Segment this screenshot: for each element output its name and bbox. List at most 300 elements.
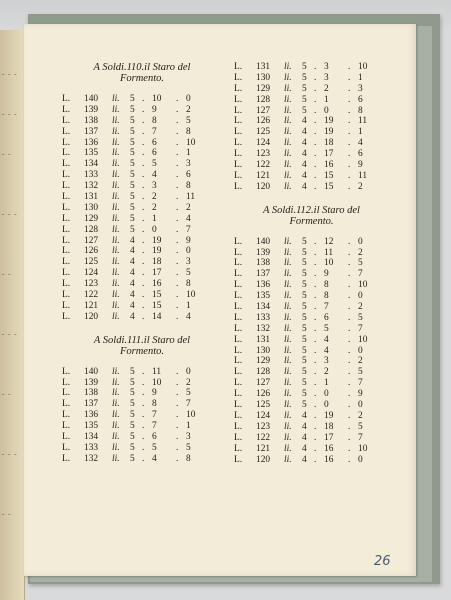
pound-sign-cell: L. [234, 280, 243, 291]
table-heading-line: A Soldi.110.il Staro del [93, 62, 191, 73]
soldi-cell: 1 [324, 378, 329, 389]
separator-dot: . [348, 356, 351, 367]
separator-dot: . [176, 377, 179, 388]
denari-cell: 6 [186, 170, 191, 181]
denari-cell: 2 [358, 247, 363, 258]
soldi-cell: 3 [324, 356, 329, 367]
soldi-cell: 0 [324, 400, 329, 411]
separator-dot: . [142, 213, 145, 224]
separator-dot: . [348, 138, 351, 149]
lire-cell: 4 [302, 149, 307, 160]
separator-dot: . [348, 334, 351, 345]
separator-dot: . [314, 181, 317, 192]
lire-cell: 5 [130, 192, 135, 203]
separator-dot: . [348, 62, 351, 72]
lire-abbr-cell: li. [112, 399, 120, 410]
soldi-cell: 17 [324, 149, 334, 160]
quantity-cell: 128 [256, 367, 271, 378]
separator-dot: . [314, 334, 317, 345]
lire-cell: 5 [302, 356, 307, 367]
pound-sign-cell: L. [62, 181, 71, 192]
lire-cell: 5 [302, 94, 307, 105]
pound-sign-cell: L. [62, 246, 71, 257]
separator-dot: . [348, 312, 351, 323]
denari-cell: 8 [186, 453, 191, 464]
table-row [234, 302, 389, 313]
soldi-cell: 17 [324, 432, 334, 443]
separator-dot: . [314, 389, 317, 400]
table-row [234, 258, 389, 269]
table-row [62, 105, 222, 116]
separator-dot: . [314, 116, 317, 127]
soldi-cell: 7 [152, 410, 157, 421]
separator-dot: . [176, 366, 179, 377]
soldi-cell: 10 [324, 258, 334, 269]
table-row [62, 116, 222, 127]
pound-sign-cell: L. [234, 170, 243, 181]
quantity-cell: 136 [84, 137, 99, 148]
pound-sign-cell: L. [234, 312, 243, 323]
pound-sign-cell: L. [234, 367, 243, 378]
lire-abbr-cell: li. [284, 138, 292, 149]
denari-cell: 1 [358, 127, 363, 138]
lire-cell: 5 [130, 224, 135, 235]
separator-dot: . [142, 192, 145, 203]
lire-cell: 5 [302, 302, 307, 313]
right-column [234, 62, 389, 465]
lire-abbr-cell: li. [112, 213, 120, 224]
denari-cell: 2 [358, 356, 363, 367]
separator-dot: . [142, 202, 145, 213]
lire-cell: 5 [130, 377, 135, 388]
table-row [234, 269, 389, 280]
separator-dot: . [142, 421, 145, 432]
table-row [234, 248, 389, 259]
pound-sign-cell: L. [62, 137, 71, 148]
table-row [62, 367, 222, 378]
table-row [234, 400, 389, 411]
pound-sign-cell: L. [62, 279, 71, 290]
lire-cell: 4 [302, 170, 307, 181]
pound-sign-cell: L. [62, 126, 71, 137]
separator-dot: . [142, 126, 145, 137]
separator-dot: . [348, 105, 351, 116]
soldi-cell: 8 [324, 291, 329, 302]
lire-cell: 4 [130, 235, 135, 246]
lire-cell: 5 [302, 291, 307, 302]
pound-sign-cell: L. [234, 83, 243, 94]
pound-sign-cell: L. [62, 192, 71, 203]
lire-abbr-cell: li. [284, 443, 292, 454]
separator-dot: . [142, 399, 145, 410]
lire-cell: 5 [130, 410, 135, 421]
soldi-cell: 17 [152, 268, 162, 279]
lire-cell: 5 [130, 366, 135, 377]
denari-cell: 9 [358, 389, 363, 400]
separator-dot: . [142, 366, 145, 377]
denari-cell: 0 [358, 291, 363, 302]
lire-abbr-cell: li. [284, 356, 292, 367]
quantity-cell: 137 [84, 399, 99, 410]
denari-cell: 0 [186, 94, 191, 104]
separator-dot: . [348, 247, 351, 258]
table-row [62, 257, 222, 268]
lire-abbr-cell: li. [112, 279, 120, 290]
pound-sign-cell: L. [62, 224, 71, 235]
separator-dot: . [348, 389, 351, 400]
denari-cell: 11 [186, 192, 196, 203]
pound-sign-cell: L. [234, 378, 243, 389]
quantity-cell: 121 [256, 170, 271, 181]
separator-dot: . [314, 345, 317, 356]
lire-abbr-cell: li. [112, 421, 120, 432]
denari-cell: 5 [358, 421, 363, 432]
separator-dot: . [348, 116, 351, 127]
separator-dot: . [314, 72, 317, 83]
quantity-cell: 130 [84, 202, 99, 213]
soldi-cell: 6 [152, 137, 157, 148]
separator-dot: . [142, 290, 145, 301]
lire-abbr-cell: li. [112, 268, 120, 279]
separator-dot: . [176, 235, 179, 246]
lire-cell: 5 [130, 453, 135, 464]
lire-abbr-cell: li. [284, 345, 292, 356]
table-row [234, 346, 389, 357]
pound-sign-cell: L. [234, 334, 243, 345]
pound-sign-cell: L. [62, 453, 71, 464]
separator-dot: . [314, 356, 317, 367]
lire-cell: 4 [130, 300, 135, 311]
separator-dot: . [314, 149, 317, 160]
separator-dot: . [176, 300, 179, 311]
denari-cell: 2 [358, 302, 363, 313]
lire-cell: 5 [130, 94, 135, 104]
lire-abbr-cell: li. [112, 377, 120, 388]
lire-cell: 4 [302, 443, 307, 454]
separator-dot: . [142, 137, 145, 148]
soldi-cell: 9 [152, 104, 157, 115]
facing-page-edge: - - - - - - - - - - - - - - - - - - - - - - - [0, 30, 25, 600]
lire-cell: 5 [130, 202, 135, 213]
lire-cell: 4 [302, 127, 307, 138]
table-row [234, 280, 389, 291]
lire-abbr-cell: li. [284, 116, 292, 127]
separator-dot: . [348, 94, 351, 105]
lire-abbr-cell: li. [284, 367, 292, 378]
denari-cell: 2 [186, 202, 191, 213]
soldi-cell: 19 [152, 246, 162, 257]
separator-dot: . [314, 367, 317, 378]
lire-abbr-cell: li. [112, 300, 120, 311]
soldi-cell: 3 [324, 62, 329, 72]
lire-abbr-cell: li. [284, 83, 292, 94]
table-row [62, 138, 222, 149]
quantity-cell: 139 [84, 104, 99, 115]
lire-abbr-cell: li. [112, 410, 120, 421]
table-row [234, 291, 389, 302]
pound-sign-cell: L. [234, 454, 243, 465]
quantity-cell: 126 [256, 389, 271, 400]
denari-cell: 7 [358, 323, 363, 334]
lire-abbr-cell: li. [284, 410, 292, 421]
denari-cell: 10 [358, 443, 368, 454]
separator-dot: . [142, 115, 145, 126]
pound-sign-cell: L. [234, 247, 243, 258]
separator-dot: . [314, 432, 317, 443]
pound-sign-cell: L. [62, 170, 71, 181]
soldi-cell: 16 [324, 454, 334, 465]
lire-abbr-cell: li. [112, 202, 120, 213]
lire-cell: 5 [302, 258, 307, 269]
denari-cell: 10 [186, 290, 196, 301]
separator-dot: . [176, 399, 179, 410]
separator-dot: . [314, 378, 317, 389]
lire-abbr-cell: li. [284, 269, 292, 280]
separator-dot: . [142, 170, 145, 181]
separator-dot: . [314, 269, 317, 280]
lire-cell: 4 [302, 116, 307, 127]
lire-cell: 5 [130, 421, 135, 432]
separator-dot: . [176, 246, 179, 257]
quantity-cell: 139 [84, 377, 99, 388]
lire-abbr-cell: li. [284, 72, 292, 83]
separator-dot: . [176, 432, 179, 443]
table-row [62, 170, 222, 181]
pound-sign-cell: L. [62, 268, 71, 279]
denari-cell: 7 [186, 224, 191, 235]
table-row [62, 378, 222, 389]
soldi-cell: 16 [324, 443, 334, 454]
soldi-cell: 4 [152, 170, 157, 181]
denari-cell: 0 [358, 236, 363, 247]
separator-dot: . [314, 127, 317, 138]
soldi-cell: 18 [152, 257, 162, 268]
lire-cell: 4 [302, 454, 307, 465]
denari-cell: 0 [186, 366, 191, 377]
denari-cell: 6 [358, 149, 363, 160]
pound-sign-cell: L. [62, 235, 71, 246]
table-row [234, 62, 389, 73]
separator-dot: . [176, 192, 179, 203]
quantity-cell: 129 [84, 213, 99, 224]
separator-dot: . [176, 115, 179, 126]
table-row [62, 312, 222, 323]
separator-dot: . [314, 138, 317, 149]
lire-abbr-cell: li. [112, 94, 120, 104]
separator-dot: . [142, 410, 145, 421]
table-row [62, 203, 222, 214]
separator-dot: . [348, 83, 351, 94]
quantity-cell: 132 [84, 181, 99, 192]
quantity-cell: 128 [256, 94, 271, 105]
table-row [62, 127, 222, 138]
separator-dot: . [314, 83, 317, 94]
lire-abbr-cell: li. [284, 105, 292, 116]
denari-cell: 5 [186, 388, 191, 399]
soldi-cell: 10 [152, 377, 162, 388]
quantity-cell: 124 [84, 268, 99, 279]
lire-abbr-cell: li. [284, 127, 292, 138]
soldi-cell: 5 [152, 159, 157, 170]
table-row [234, 149, 389, 160]
soldi-cell: 3 [324, 72, 329, 83]
lire-abbr-cell: li. [284, 94, 292, 105]
lire-abbr-cell: li. [284, 280, 292, 291]
lire-cell: 5 [130, 170, 135, 181]
table-heading-line: A Soldi.112.il Staro del [263, 204, 360, 216]
lire-abbr-cell: li. [284, 258, 292, 269]
quantity-cell: 136 [256, 280, 271, 291]
denari-cell: 10 [358, 62, 368, 72]
lire-abbr-cell: li. [112, 224, 120, 235]
table-row [234, 444, 389, 455]
table-row [62, 181, 222, 192]
pound-sign-cell: L. [234, 400, 243, 411]
table-row [62, 225, 222, 236]
separator-dot: . [348, 236, 351, 247]
pound-sign-cell: L. [62, 311, 71, 322]
separator-dot: . [348, 410, 351, 421]
quantity-cell: 132 [256, 323, 271, 334]
pound-sign-cell: L. [234, 149, 243, 160]
separator-dot: . [348, 345, 351, 356]
separator-dot: . [176, 126, 179, 137]
soldi-cell: 0 [324, 389, 329, 400]
lire-abbr-cell: li. [112, 181, 120, 192]
denari-cell: 5 [186, 115, 191, 126]
denari-cell: 9 [358, 160, 363, 171]
quantity-cell: 131 [256, 62, 271, 72]
lire-cell: 4 [130, 268, 135, 279]
lire-abbr-cell: li. [284, 170, 292, 181]
table-row [62, 279, 222, 290]
pound-sign-cell: L. [62, 159, 71, 170]
table-row [234, 356, 389, 367]
quantity-cell: 125 [84, 257, 99, 268]
lire-abbr-cell: li. [112, 137, 120, 148]
lire-cell: 5 [302, 400, 307, 411]
table-row [62, 192, 222, 203]
lire-abbr-cell: li. [284, 302, 292, 313]
denari-cell: 5 [186, 442, 191, 453]
soldi-cell: 8 [324, 280, 329, 291]
denari-cell: 10 [186, 137, 196, 148]
denari-cell: 8 [186, 279, 191, 290]
table-row [62, 454, 222, 465]
table-row [234, 138, 389, 149]
pound-sign-cell: L. [234, 345, 243, 356]
separator-dot: . [142, 442, 145, 453]
pound-sign-cell: L. [62, 377, 71, 388]
lire-cell: 4 [302, 181, 307, 192]
quantity-cell: 133 [84, 170, 99, 181]
table-row [234, 411, 389, 422]
lire-cell: 5 [130, 399, 135, 410]
lire-abbr-cell: li. [112, 366, 120, 377]
denari-cell: 5 [358, 258, 363, 269]
table-row [62, 290, 222, 301]
denari-cell: 3 [358, 83, 363, 94]
soldi-cell: 16 [152, 279, 162, 290]
separator-dot: . [142, 246, 145, 257]
denari-cell: 8 [186, 126, 191, 137]
separator-dot: . [348, 269, 351, 280]
lire-cell: 5 [302, 105, 307, 116]
soldi-cell: 6 [152, 148, 157, 159]
table-row [234, 422, 389, 433]
pound-sign-cell: L. [234, 62, 243, 72]
lire-abbr-cell: li. [284, 247, 292, 258]
lire-abbr-cell: li. [284, 291, 292, 302]
separator-dot: . [314, 400, 317, 411]
table-row [234, 106, 389, 117]
quantity-cell: 140 [256, 236, 271, 247]
denari-cell: 4 [186, 311, 191, 322]
lire-cell: 5 [302, 323, 307, 334]
table-row [62, 399, 222, 410]
quantity-cell: 134 [256, 302, 271, 313]
table-heading-line: Formento. [289, 215, 334, 227]
quantity-cell: 122 [84, 290, 99, 301]
quantity-cell: 125 [256, 400, 271, 411]
lire-cell: 4 [130, 279, 135, 290]
pound-sign-cell: L. [234, 269, 243, 280]
table-row [62, 214, 222, 225]
quantity-cell: 129 [256, 83, 271, 94]
quantity-cell: 136 [84, 410, 99, 421]
lire-cell: 5 [302, 280, 307, 291]
denari-cell: 7 [186, 399, 191, 410]
quantity-cell: 132 [84, 453, 99, 464]
quantity-cell: 133 [84, 442, 99, 453]
table-row [234, 367, 389, 378]
quantity-cell: 120 [256, 181, 271, 192]
soldi-cell: 5 [152, 442, 157, 453]
table-row [234, 182, 389, 193]
pound-sign-cell: L. [62, 257, 71, 268]
separator-dot: . [176, 224, 179, 235]
lire-abbr-cell: li. [112, 235, 120, 246]
soldi-cell: 2 [324, 367, 329, 378]
pound-sign-cell: L. [62, 115, 71, 126]
quantity-cell: 130 [256, 345, 271, 356]
soldi-cell: 2 [152, 202, 157, 213]
table-row [234, 433, 389, 444]
lire-cell: 5 [130, 388, 135, 399]
soldi-cell: 1 [324, 94, 329, 105]
quantity-cell: 121 [256, 443, 271, 454]
denari-cell: 1 [186, 300, 191, 311]
table-row [62, 421, 222, 432]
separator-dot: . [348, 400, 351, 411]
pound-sign-cell: L. [234, 302, 243, 313]
pound-sign-cell: L. [234, 105, 243, 116]
denari-cell: 4 [358, 138, 363, 149]
lire-cell: 5 [302, 247, 307, 258]
denari-cell: 0 [358, 454, 363, 465]
separator-dot: . [142, 181, 145, 192]
lire-abbr-cell: li. [112, 170, 120, 181]
denari-cell: 4 [186, 213, 191, 224]
quantity-cell: 127 [84, 235, 99, 246]
separator-dot: . [142, 279, 145, 290]
pound-sign-cell: L. [234, 138, 243, 149]
lire-cell: 4 [302, 432, 307, 443]
separator-dot: . [142, 224, 145, 235]
pound-sign-cell: L. [234, 432, 243, 443]
separator-dot: . [142, 148, 145, 159]
separator-dot: . [176, 213, 179, 224]
